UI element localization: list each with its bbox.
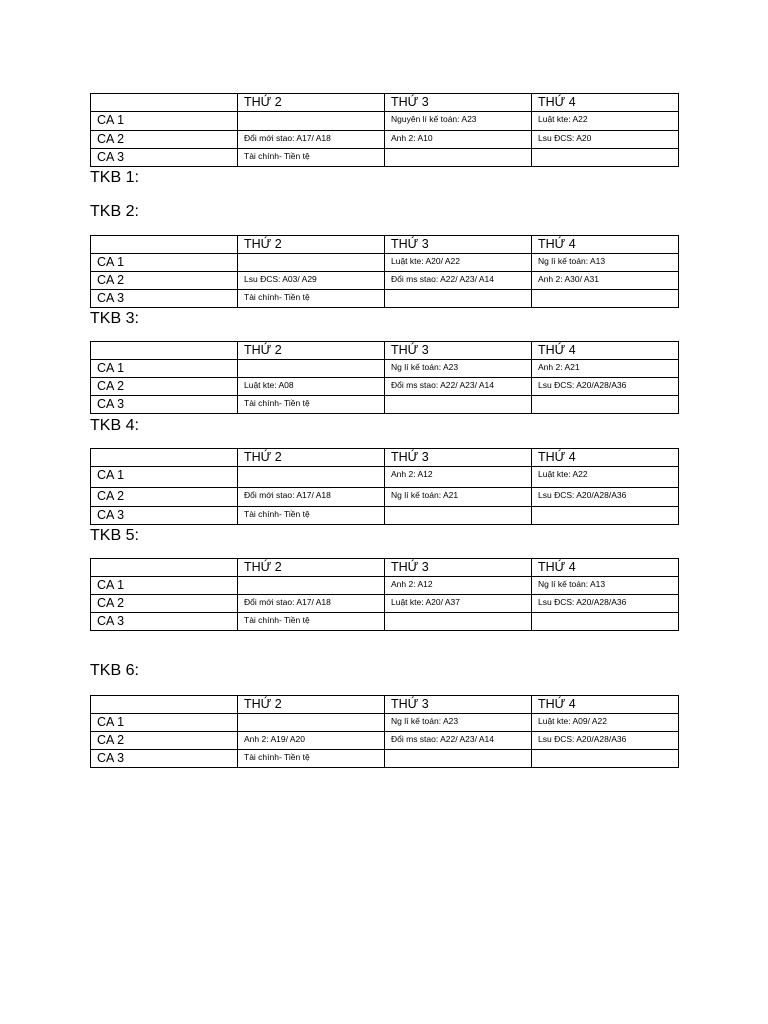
- header-day: THỨ 2: [238, 342, 385, 360]
- header-corner: [91, 449, 238, 467]
- table-cell: Tài chính- Tiền tệ: [238, 149, 385, 167]
- table-row: [91, 577, 679, 595]
- table-row: [91, 732, 679, 750]
- header-corner: [91, 94, 238, 112]
- table-cell: Lsu ĐCS: A20: [532, 131, 679, 149]
- table-cell: Tài chính- Tiền tệ: [238, 290, 385, 308]
- table-row: [91, 254, 679, 272]
- table-cell: [385, 613, 532, 631]
- table-cell: [532, 750, 679, 768]
- header-day: THỨ 2: [238, 94, 385, 112]
- table-header-row: [91, 559, 679, 577]
- table-cell: [238, 577, 385, 595]
- row-label: CA 3: [91, 149, 238, 167]
- header-corner: [91, 696, 238, 714]
- header-day: THỨ 4: [532, 94, 679, 112]
- table-row: [91, 595, 679, 613]
- row-label: CA 1: [91, 714, 238, 732]
- header-day: THỨ 3: [385, 236, 532, 254]
- timetable-5: [90, 558, 679, 631]
- header-day: THỨ 2: [238, 559, 385, 577]
- header-day: THỨ 4: [532, 342, 679, 360]
- table-header-row: [91, 696, 679, 714]
- table-header-row: [91, 449, 679, 467]
- row-label: CA 3: [91, 750, 238, 768]
- table-row: [91, 112, 679, 131]
- table-cell: Tài chính- Tiền tệ: [238, 750, 385, 768]
- table-cell: [385, 750, 532, 768]
- table-cell: Ng lí kế toán: A13: [532, 254, 679, 272]
- table-cell: Ng lí kế toán: A13: [532, 577, 679, 595]
- header-day: THỨ 4: [532, 559, 679, 577]
- table-cell: Anh 2: A10: [385, 131, 532, 149]
- header-day: THỨ 2: [238, 449, 385, 467]
- header-day: THỨ 2: [238, 696, 385, 714]
- row-label: CA 2: [91, 378, 238, 396]
- table-cell: Tài chính- Tiền tệ: [238, 507, 385, 525]
- row-label: CA 3: [91, 290, 238, 308]
- timetable-4: [90, 448, 679, 525]
- section-heading: TKB 6:: [90, 662, 139, 679]
- table-cell: [385, 290, 532, 308]
- table-cell: Anh 2: A30/ A31: [532, 272, 679, 290]
- header-day: THỨ 4: [532, 449, 679, 467]
- table-cell: Ng lí kế toán: A23: [385, 714, 532, 732]
- header-corner: [91, 559, 238, 577]
- table-row: [91, 149, 679, 167]
- table-cell: [385, 149, 532, 167]
- section-heading: TKB 5:: [90, 527, 139, 544]
- timetable-1: [90, 93, 679, 167]
- table-cell: Anh 2: A12: [385, 577, 532, 595]
- table-cell: Nguyên lí kế toán: A23: [385, 112, 532, 131]
- table-cell: Luật kte: A08: [238, 378, 385, 396]
- table-row: [91, 467, 679, 488]
- table-cell: [238, 112, 385, 131]
- row-label: CA 2: [91, 732, 238, 750]
- header-day: THỨ 4: [532, 236, 679, 254]
- table-cell: Lsu ĐCS: A03/ A29: [238, 272, 385, 290]
- table-row: [91, 396, 679, 414]
- table-cell: [385, 396, 532, 414]
- row-label: CA 3: [91, 507, 238, 525]
- table-cell: Luật kte: A22: [532, 112, 679, 131]
- header-corner: [91, 236, 238, 254]
- header-day: THỨ 3: [385, 449, 532, 467]
- table-row: [91, 714, 679, 732]
- table-cell: Đổi ms stao: A22/ A23/ A14: [385, 378, 532, 396]
- table-cell: Luật kte: A20/ A22: [385, 254, 532, 272]
- table-cell: [532, 290, 679, 308]
- table-cell: [532, 613, 679, 631]
- table-cell: Đổi mới stao: A17/ A18: [238, 488, 385, 507]
- table-cell: Anh 2: A19/ A20: [238, 732, 385, 750]
- table-row: [91, 488, 679, 507]
- row-label: CA 3: [91, 396, 238, 414]
- table-cell: Lsu ĐCS: A20/A28/A36: [532, 595, 679, 613]
- row-label: CA 1: [91, 467, 238, 488]
- header-day: THỨ 3: [385, 342, 532, 360]
- table-row: [91, 131, 679, 149]
- table-cell: Tài chính- Tiền tệ: [238, 613, 385, 631]
- table-cell: [238, 360, 385, 378]
- table-cell: [532, 396, 679, 414]
- table-cell: Đổi ms stao: A22/ A23/ A14: [385, 732, 532, 750]
- timetable-2: [90, 235, 679, 308]
- header-day: THỨ 3: [385, 559, 532, 577]
- header-day: THỨ 3: [385, 94, 532, 112]
- row-label: CA 3: [91, 613, 238, 631]
- header-day: THỨ 2: [238, 236, 385, 254]
- table-cell: [238, 254, 385, 272]
- table-cell: Đổi ms stao: A22/ A23/ A14: [385, 272, 532, 290]
- table-header-row: [91, 94, 679, 112]
- row-label: CA 2: [91, 131, 238, 149]
- table-cell: [532, 507, 679, 525]
- row-label: CA 2: [91, 488, 238, 507]
- header-corner: [91, 342, 238, 360]
- table-cell: Luật kte: A20/ A37: [385, 595, 532, 613]
- table-cell: Lsu ĐCS: A20/A28/A36: [532, 488, 679, 507]
- row-label: CA 2: [91, 595, 238, 613]
- table-cell: Ng lí kế toán: A23: [385, 360, 532, 378]
- table-cell: [385, 507, 532, 525]
- table-cell: Đổi mới stao: A17/ A18: [238, 595, 385, 613]
- table-cell: Anh 2: A12: [385, 467, 532, 488]
- table-row: [91, 613, 679, 631]
- table-cell: Luật kte: A22: [532, 467, 679, 488]
- table-cell: Lsu ĐCS: A20/A28/A36: [532, 732, 679, 750]
- section-heading: TKB 3:: [90, 310, 139, 327]
- table-cell: Tài chính- Tiền tệ: [238, 396, 385, 414]
- table-cell: [238, 714, 385, 732]
- table-cell: Lsu ĐCS: A20/A28/A36: [532, 378, 679, 396]
- table-row: [91, 750, 679, 768]
- row-label: CA 2: [91, 272, 238, 290]
- table-cell: [238, 467, 385, 488]
- table-row: [91, 290, 679, 308]
- section-heading: TKB 1:: [90, 169, 139, 186]
- timetable-3: [90, 341, 679, 414]
- table-header-row: [91, 342, 679, 360]
- row-label: CA 1: [91, 254, 238, 272]
- table-cell: Ng lí kế toán: A21: [385, 488, 532, 507]
- section-heading: TKB 2:: [90, 203, 139, 220]
- table-cell: [532, 149, 679, 167]
- row-label: CA 1: [91, 577, 238, 595]
- row-label: CA 1: [91, 112, 238, 131]
- timetable-6: [90, 695, 679, 768]
- table-cell: Luật kte: A09/ A22: [532, 714, 679, 732]
- table-row: [91, 507, 679, 525]
- table-header-row: [91, 236, 679, 254]
- section-heading: TKB 4:: [90, 417, 139, 434]
- table-cell: Đổi mới stao: A17/ A18: [238, 131, 385, 149]
- table-row: [91, 378, 679, 396]
- table-cell: Anh 2: A21: [532, 360, 679, 378]
- table-row: [91, 272, 679, 290]
- row-label: CA 1: [91, 360, 238, 378]
- header-day: THỨ 3: [385, 696, 532, 714]
- table-row: [91, 360, 679, 378]
- header-day: THỨ 4: [532, 696, 679, 714]
